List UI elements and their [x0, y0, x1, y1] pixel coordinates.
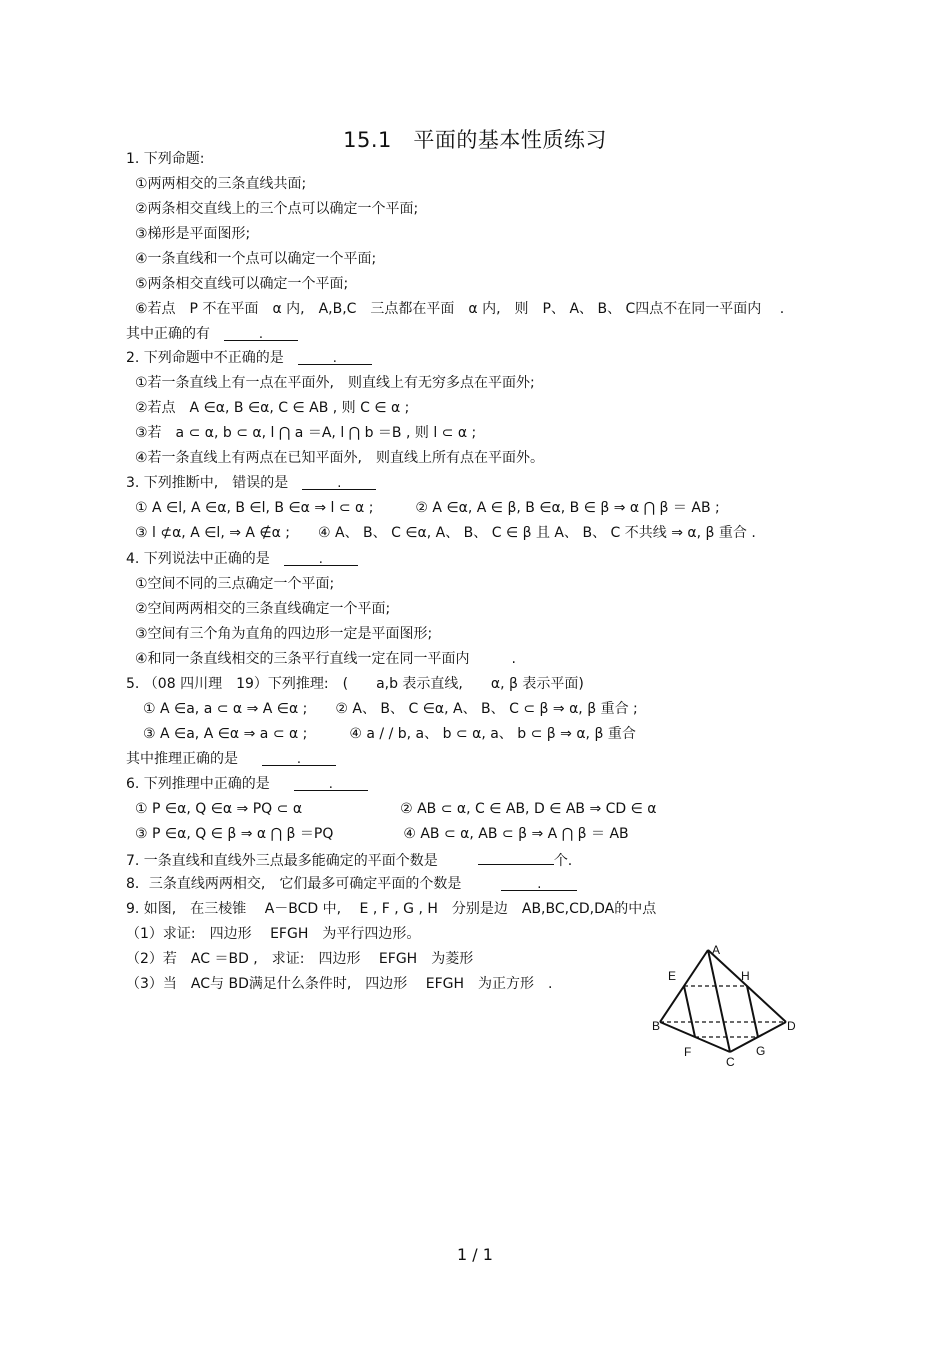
line-text: ②两条相交直线上的三个点可以确定一个平面; — [135, 201, 419, 217]
line-text: ③空间有三个角为直角的四边形一定是平面图形; — [135, 626, 433, 642]
line-text: ③梯形是平面图形; — [135, 226, 251, 242]
text-line — [135, 374, 535, 392]
label-c: C — [726, 1055, 735, 1069]
text-line — [126, 775, 368, 793]
text-line — [135, 650, 516, 668]
text-line — [135, 399, 409, 417]
line-text: 其中正确的有 — [126, 326, 210, 342]
label-g: G — [756, 1044, 766, 1058]
label-f: F — [684, 1045, 692, 1059]
line-text: （3）当 AC与 BD满足什么条件时, 四边形 EFGH 为正方形 . — [126, 976, 553, 992]
text-line — [135, 625, 432, 643]
answer-blank[interactable]: . — [501, 876, 577, 891]
text-line — [135, 825, 629, 843]
text-line — [126, 550, 358, 568]
line-text: ①两两相交的三条直线共面; — [135, 176, 307, 192]
text-line — [143, 700, 638, 718]
line-text: 其中推理正确的是 — [126, 751, 238, 767]
line-text: ①空间不同的三点确定一个平面; — [135, 576, 335, 592]
text-line — [126, 875, 577, 893]
answer-blank[interactable]: . — [262, 751, 336, 766]
line-text: ②若点 A ∈α, B ∈α, C ∈ AB , 则 C ∈ α ; — [135, 400, 410, 416]
answer-blank[interactable]: . — [298, 350, 372, 365]
text-line — [135, 524, 756, 542]
text-line — [126, 750, 336, 768]
answer-blank[interactable]: . — [224, 326, 298, 341]
text-line — [126, 150, 205, 168]
line-text: ③ A ∈a, A ∈α ⇒ a ⊂ α ; ④ a / / b, a、 b ⊂ α, a、 b ⊂ β ⇒ α, β 重合 — [143, 726, 636, 742]
text-line — [126, 975, 552, 993]
line-text: 1. 下列命题: — [126, 151, 205, 167]
text-line — [135, 575, 334, 593]
line-text: ①若一条直线上有一点在平面外, 则直线上有无穷多点在平面外; — [135, 375, 535, 391]
text-line — [126, 950, 473, 968]
segment-ef — [684, 986, 695, 1037]
page-title: 15.1 平面的基本性质练习 — [343, 128, 607, 152]
text-line — [126, 850, 572, 870]
label-a: A — [712, 943, 721, 957]
text-line — [135, 275, 348, 293]
answer-blank[interactable]: . — [294, 776, 368, 791]
text-line — [126, 675, 584, 693]
answer-blank[interactable] — [478, 850, 554, 865]
text-line — [126, 925, 420, 943]
line-text: 4. 下列说法中正确的是 — [126, 551, 270, 567]
text-line — [135, 499, 720, 517]
line-text: （2）若 AC ＝BD , 求证: 四边形 EFGH 为菱形 — [126, 951, 474, 967]
text-line — [135, 225, 250, 243]
line-text: ④若一条直线上有两点在已知平面外, 则直线上所有点在平面外。 — [135, 450, 544, 466]
answer-blank[interactable]: . — [302, 475, 376, 490]
line-text: ① P ∈α, Q ∈α ⇒ PQ ⊂ α ② AB ⊂ α, C ∈ AB, D ∈ AB ⇒ CD ∈ α — [135, 801, 657, 817]
text-line — [135, 250, 376, 268]
line-text: （1）求证: 四边形 EFGH 为平行四边形。 — [126, 926, 421, 942]
line-text: ④一条直线和一个点可以确定一个平面; — [135, 251, 377, 267]
line-text: 7. 一条直线和直线外三点最多能确定的平面个数是 — [126, 853, 438, 869]
text-line — [126, 474, 376, 492]
tetrahedron-diagram — [650, 940, 800, 1070]
text-line — [126, 325, 298, 343]
line-text: ③ P ∈α, Q ∈ β ⇒ α ⋂ β ＝PQ ④ AB ⊂ α, AB ⊂ β ⇒ A ⋂ β ＝ AB — [135, 826, 629, 842]
line-text: ③ l ⊄α, A ∈l, ⇒ A ∉α ; ④ A、 B、 C ∈α, A、 B、 C ∈ β 且 A、 B、 C 不共线 ⇒ α, β 重合 . — [135, 525, 756, 541]
line-text: ① A ∈a, a ⊂ α ⇒ A ∈α ; ② A、 B、 C ∈α, A、 B、 C ⊂ β ⇒ α, β 重合 ; — [143, 701, 638, 717]
text-line — [135, 300, 784, 318]
line-text: ④和同一条直线相交的三条平行直线一定在同一平面内 . — [135, 651, 516, 667]
label-e: E — [668, 969, 677, 983]
text-line — [143, 725, 636, 743]
line-text: ① A ∈l, A ∈α, B ∈l, B ∈α ⇒ l ⊂ α ; ② A ∈α, A ∈ β, B ∈α, B ∈ β ⇒ α ⋂ β ＝ AB ; — [135, 500, 720, 516]
label-b: B — [652, 1019, 661, 1033]
text-line — [126, 349, 372, 367]
line-text: ②空间两两相交的三条直线确定一个平面; — [135, 601, 391, 617]
line-text: 6. 下列推理中正确的是 — [126, 776, 270, 792]
page-number: 1 / 1 — [457, 1245, 493, 1264]
text-line — [135, 175, 306, 193]
line-text: ⑤两条相交直线可以确定一个平面; — [135, 276, 349, 292]
line-text: ③若 a ⊂ α, b ⊂ α, l ⋂ a ＝A, l ⋂ b ＝B , 则 l ⊂ α ; — [135, 425, 477, 441]
answer-blank[interactable]: . — [284, 551, 358, 566]
text-line — [135, 449, 544, 467]
text-line — [135, 600, 390, 618]
text-line — [126, 900, 656, 918]
label-h: H — [741, 969, 750, 983]
line-suffix: 个. — [553, 853, 573, 869]
text-line — [135, 800, 657, 818]
line-text: 3. 下列推断中, 错误的是 — [126, 475, 289, 491]
pyramid-figure — [650, 940, 800, 1070]
label-d: D — [787, 1019, 796, 1033]
line-text: 5. （08 四川理 19）下列推理: ( a,b 表示直线, α, β 表示平面) — [126, 676, 584, 692]
text-line — [135, 424, 476, 442]
line-text: 8．三条直线两两相交, 它们最多可确定平面的个数是 — [126, 876, 462, 892]
text-line — [135, 200, 418, 218]
line-text: ⑥若点 P 不在平面 α 内, A,B,C 三点都在平面 α 内, 则 P、 A、 B、 C四点不在同一平面内 . — [135, 301, 785, 317]
line-text: 9. 如图, 在三棱锥 A－BCD 中, E , F , G , H 分别是边 AB,BC,CD,DA的中点 — [126, 901, 657, 917]
line-text: 2. 下列命题中不正确的是 — [126, 350, 284, 366]
